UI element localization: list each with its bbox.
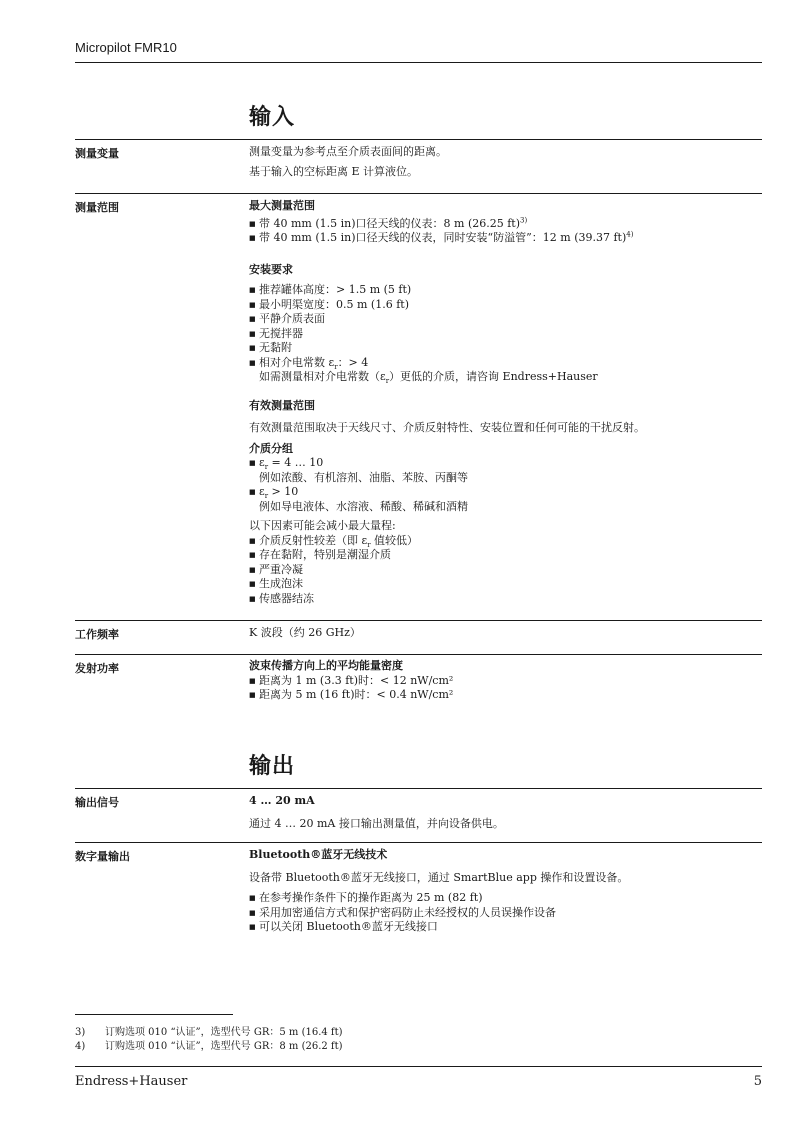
footnote-ref[interactable]: 3)	[520, 215, 528, 224]
effective-range-text: 有效测量范围取决于天线尺寸、介质反射特性、安装位置和任何可能的干扰反射。	[249, 421, 645, 434]
list-item: ■ 严重冷凝	[249, 563, 759, 578]
max-range-heading: 最大测量范围	[249, 199, 315, 212]
footer-brand: Endress+Hauser	[75, 1074, 188, 1089]
list-item: ■ 可以关闭 Bluetooth®蓝牙无线接口	[249, 920, 759, 935]
footnote-text: 订购选项 010 “认证”，选型代号 GR：5 m (16.4 ft)	[105, 1027, 343, 1038]
footnote-number: 4)	[75, 1041, 86, 1052]
list-item: ■ 在参考操作条件下的操作距离为 25 m (82 ft)	[249, 891, 759, 906]
install-heading: 安装要求	[249, 262, 293, 276]
label-output-signal: 输出信号	[75, 796, 119, 809]
transmission-power-body	[249, 659, 759, 703]
operating-frequency-value: K 波段（约 26 GHz）	[249, 626, 361, 639]
header-rule	[75, 62, 762, 63]
bluetooth-heading: Bluetooth®蓝牙无线技术	[249, 848, 388, 861]
list-item: ■ 推荐罐体高度：> 1.5 m (5 ft)	[249, 283, 759, 298]
digital-output-body	[249, 848, 759, 935]
output-signal-heading: 4 … 20 mA	[249, 794, 315, 807]
document-header-title: Micropilot FMR10	[75, 40, 177, 55]
list-item: ■ $\varepsilon_r = 4$ … 10 例如浓酸、有机溶剂、油脂、苯胺、丙酮等	[249, 456, 759, 485]
list-item: ■ 距离为 5 m (16 ft)时：< 0.4 nW/cm²	[249, 688, 759, 703]
row-divider	[75, 193, 762, 194]
measured-variable-line2: 基于输入的空标距离 E 计算液位。	[249, 164, 419, 178]
footnote-rule	[75, 1014, 233, 1015]
list-item: ■ 最小明渠宽度：0.5 m (1.6 ft)	[249, 298, 759, 313]
label-measured-variable: 测量变量	[75, 147, 119, 160]
list-item: ■ 平静介质表面	[249, 312, 759, 327]
list-item: ■ 采用加密通信方式和保护密码防止未经授权的人员误操作设备	[249, 906, 759, 921]
bluetooth-list	[249, 891, 759, 935]
label-operating-frequency: 工作频率	[75, 628, 119, 641]
install-list	[249, 283, 759, 385]
media-group-heading: 介质分组	[249, 441, 293, 455]
reduce-intro: 以下因素可能会减小最大量程:	[249, 519, 396, 532]
footnote-item	[75, 1026, 343, 1040]
footnote-ref[interactable]: 4)	[626, 230, 634, 239]
footnote-number: 3)	[75, 1027, 86, 1038]
effective-range-heading: 有效测量范围	[249, 398, 315, 412]
footnote-text: 订购选项 010 “认证”，选型代号 GR：8 m (26.2 ft)	[105, 1041, 343, 1052]
power-density-heading: 波束传播方向上的平均能量密度	[249, 659, 403, 672]
reduce-list	[249, 534, 759, 607]
measured-variable-body	[249, 145, 759, 179]
dielectric-note: 如需测量相对介电常数$(\varepsilon_r)$更低的介质，请咨询 Endress+Hauser	[259, 370, 598, 386]
label-transmission-power: 发射功率	[75, 662, 119, 675]
output-signal-text: 通过 4 … 20 mA 接口输出测量值，并向设备供电。	[249, 816, 504, 830]
page-number: 5	[753, 1074, 762, 1089]
footer-rule	[75, 1066, 762, 1067]
label-measuring-range: 测量范围	[75, 201, 119, 214]
footnote-item	[75, 1040, 343, 1054]
list-item: ■ 带 40 mm (1.5 in)口径天线的仪表，同时安装“防溢管”：12 m (39.37 ft)$^{4)}$	[249, 231, 759, 246]
row-divider	[75, 842, 762, 843]
measuring-range-body	[249, 199, 759, 606]
list-item: ■ 带 40 mm (1.5 in)口径天线的仪表：8 m (26.25 ft)$^{3)}$	[249, 217, 759, 232]
max-range-list	[249, 217, 759, 246]
label-digital-output: 数字量输出	[75, 850, 130, 863]
list-item: ■ 介质反射性较差（即 $\varepsilon_r$ 值较低）	[249, 534, 759, 549]
list-item: ■ 存在黏附，特别是潮湿介质	[249, 548, 759, 563]
list-item: ■ 生成泡沫	[249, 577, 759, 592]
list-item: ■ 无搅拌器	[249, 327, 759, 342]
row-divider	[75, 139, 762, 140]
measured-variable-line1: 测量变量为参考点至介质表面间的距离。	[249, 145, 447, 158]
output-signal-body	[249, 794, 759, 831]
list-item: ■ 距离为 1 m (3.3 ft)时：< 12 nW/cm²	[249, 674, 759, 689]
list-item: ■ 传感器结冻	[249, 592, 759, 607]
row-divider	[75, 620, 762, 621]
section-title-output: 输出	[249, 753, 296, 779]
list-item: ■ $\varepsilon_r > 10$ 例如导电液体、水溶液、稀酸、稀碱和酒精	[249, 485, 759, 514]
row-divider	[75, 654, 762, 655]
section-title-input: 输入	[249, 104, 296, 130]
list-item: ■ 无黏附	[249, 341, 759, 356]
row-divider	[75, 788, 762, 789]
media-group-list	[249, 456, 759, 514]
list-item: ■ 相对介电常数 $\varepsilon_r$：> 4 如需测量相对介电常数$(\varepsilon_r)$更低的介质，请咨询 Endress+Hauser	[249, 356, 759, 385]
power-density-list	[249, 674, 759, 703]
bluetooth-text: 设备带 Bluetooth®蓝牙无线接口，通过 SmartBlue app 操作和设置设备。	[249, 870, 629, 884]
